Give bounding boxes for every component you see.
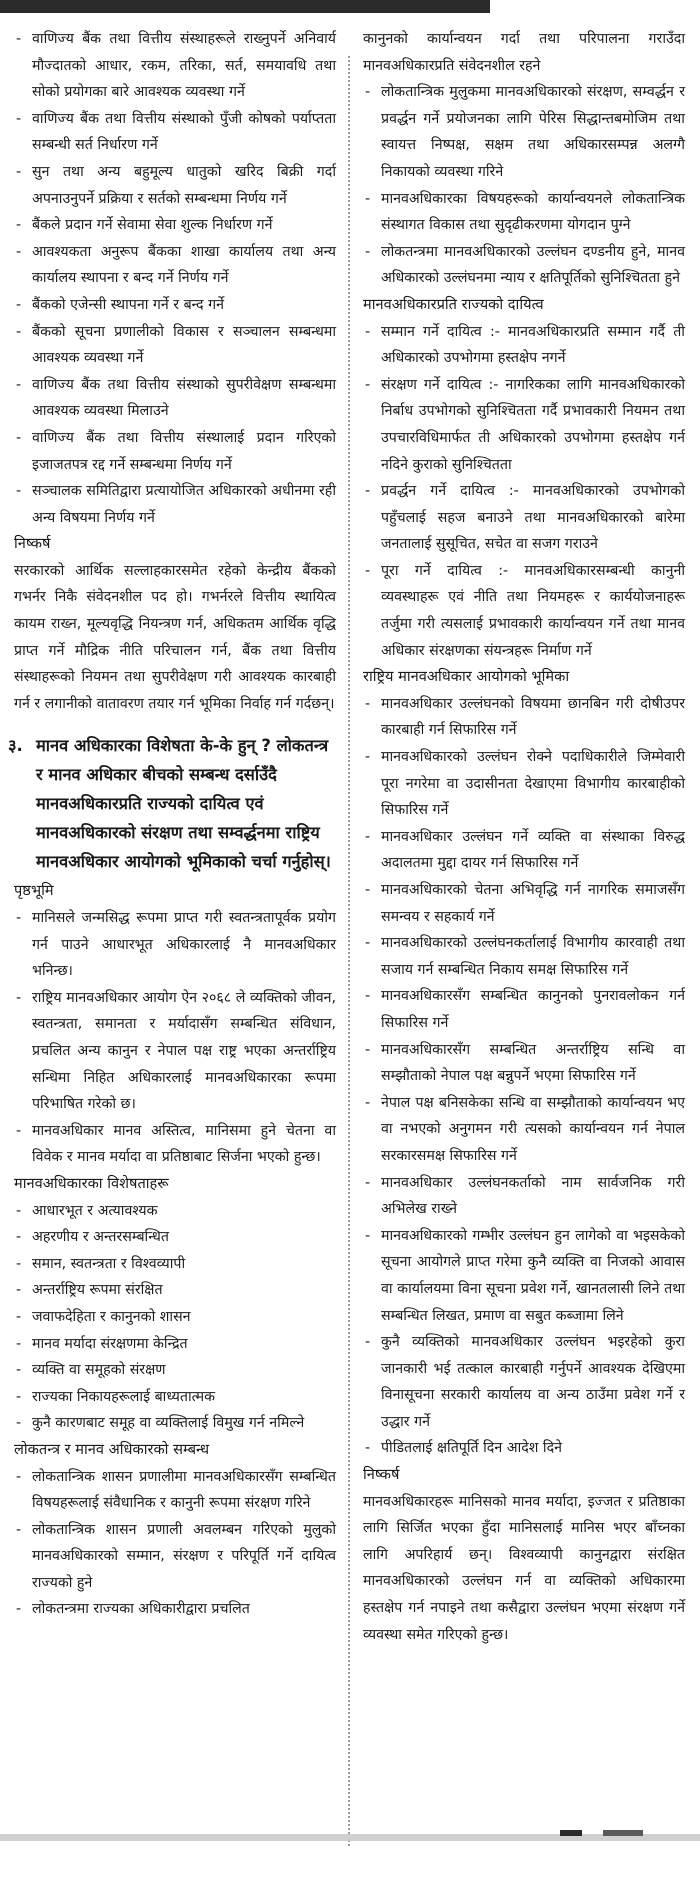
list-item: - आधारभूत र अत्यावश्यक <box>14 1198 336 1225</box>
conclusion-heading: निष्कर्ष <box>363 1466 400 1484</box>
column-divider <box>348 56 350 1846</box>
state-duty-list <box>363 319 685 665</box>
relation-list <box>14 1464 336 1624</box>
background-heading: पृष्ठभूमि <box>14 882 54 900</box>
list-item: - कुनै कारणबाट समूह वा व्यक्तिलाई विमुख गर्न नमिल्ने <box>14 1410 336 1437</box>
footer-mark <box>560 1830 582 1836</box>
list-item: - मानवअधिकारको उल्लंघन रोक्ने पदाधिकारीले जिम्मेवारी पूरा नगरेमा वा उदासीनता देखाएमा विभागीय कारबाहीको सिफारिस गर्ने <box>363 744 685 824</box>
list-item: - मानव मर्यादा संरक्षणमा केन्द्रित <box>14 1331 336 1358</box>
question-text: मानव अधिकारका विशेषता के-के हुन् ? लोकतन्त्र र मानव अधिकार बीचको सम्बन्ध दर्साउँदै मानवअधिकारप्रति राज्यको दायित्व एवं मानवअधिकारको संरक्षण तथा सम्वर्द्धनमा राष्ट्रिय मानवअधिकार आयोगको भूमिकाको चर्चा गर्नुहोस्। <box>36 736 331 872</box>
list-item: - लोकतन्त्रमा राज्यका अधिकारीद्वारा प्रचलित <box>14 1596 336 1623</box>
list-item: - बैंकको सूचना प्रणालीको विकास र सञ्चालन सम्बन्धमा आवश्यक व्यवस्था गर्ने <box>14 319 336 372</box>
bank-governor-duties-list <box>14 26 336 531</box>
list-item: - मानवअधिकारको चेतना अभिवृद्धि गर्न नागरिक समाजसँग समन्वय र सहकार्य गर्ने <box>363 877 685 930</box>
commission-role-list <box>363 691 685 1462</box>
top-border-bar <box>0 0 700 13</box>
list-item: - वाणिज्य बैंक तथा वित्तीय संस्थाको सुपरीवेक्षण सम्बन्धमा आवश्यक व्यवस्था मिलाउने <box>14 372 336 425</box>
conclusion-heading: निष्कर्ष <box>14 535 51 553</box>
question-number: ३. <box>8 736 23 756</box>
list-item: - वाणिज्य बैंक तथा वित्तीय संस्थाको पुँजी कोषको पर्याप्तता सम्बन्धी सर्त निर्धारण गर्ने <box>14 106 336 159</box>
list-item: - प्रवर्द्धन गर्ने दायित्व :- मानवअधिकारको उपभोगको पहुँचलाई सहज बनाउने तथा मानवअधिकारको बारेमा जनतालाई सुसूचित, सचेत वा सजग गराउने <box>363 478 685 558</box>
list-item: - जवाफदेहिता र कानुनको शासन <box>14 1304 336 1331</box>
list-item: - मानवअधिकारसँग सम्बन्धित कानुनको पुनरावलोकन गर्न सिफारिस गर्ने <box>363 983 685 1036</box>
list-item: - सम्मान गर्ने दायित्व :- मानवअधिकारप्रति सम्मान गर्दै ती अधिकारको उपभोगमा हस्तक्षेप नगर्ने <box>363 319 685 372</box>
question-block <box>8 731 336 876</box>
list-item: - लोकतान्त्रिक शासन प्रणाली अवलम्बन गरिएको मुलुको मानवअधिकारको सम्मान, संरक्षण र परिपूर्ति गर्ने दायित्व राज्यको हुने <box>14 1517 336 1597</box>
features-heading: मानवअधिकारका विशेषताहरू <box>14 1174 169 1192</box>
list-item: - नेपाल पक्ष बनिसकेका सन्धि वा सम्झौताको कार्यान्वयन भए वा नभएको अनुगमन गरी त्यसको कार्यान्वयन गर्न नेपाल सरकारसमक्ष सिफारिस गर्ने <box>363 1090 685 1170</box>
list-item: - कुनै व्यक्तिको मानवअधिकार उल्लंघन भइरहेको कुरा जानकारी भई तत्काल कारबाही गर्नुपर्ने आवश्यक देखिएमा विनासूचना सरकारी कार्यालय वा अन्य ठाउँमा प्रवेश गर्ने र उद्धार गर्ने <box>363 1329 685 1435</box>
list-item: - अन्तर्राष्ट्रिय रूपमा संरक्षित <box>14 1277 336 1304</box>
features-list <box>14 1198 336 1437</box>
list-item: - व्यक्ति वा समूहको संरक्षण <box>14 1357 336 1384</box>
state-duty-heading: मानवअधिकारप्रति राज्यको दायित्व <box>363 295 544 313</box>
left-column <box>8 26 336 1623</box>
list-item: - वाणिज्य बैंक तथा वित्तीय संस्थाहरूले राख्नुपर्ने अनिवार्य मौज्दातको आधार, रकम, तरिका, सर्त, समयावधि तथा सोको प्रयोगका बारे आवश्यक व्यवस्था गर्ने <box>14 26 336 106</box>
conclusion-paragraph: सरकारको आर्थिक सल्लाहकारसमेत रहेको केन्द्रीय बैंकको गभर्नर निकै संवेदनशील पद हो। गभर्नरले वित्तीय स्थायित्व कायम राख्न, मूल्यवृद्धि नियन्त्रण गर्न, अधिकतम आर्थिक वृद्धि प्राप्त गर्ने मौद्रिक नीति परिचालन गर्न, बैंक तथा वित्तीय संस्थाहरूको नियमन तथा सुपरीवेक्षण गरी आवश्यक कारबाही गर्न र लगानीको वातावरण तयार गर्न भूमिका निर्वाह गर्न गर्दछन्। <box>14 562 336 712</box>
list-item: - लोकतन्त्रमा मानवअधिकारको उल्लंघन दण्डनीय हुने, मानव अधिकारको उल्लंघनमा न्याय र क्षतिपूर्तिको सुनिश्चितता हुने <box>363 239 685 292</box>
list-item: - आवश्यकता अनुरूप बैंकका शाखा कार्यालय तथा अन्य कार्यालय स्थापना र बन्द गर्ने निर्णय गर्ने <box>14 239 336 292</box>
continuation-paragraph: कानुनको कार्यान्वयन गर्दा तथा परिपालना गराउँदा मानवअधिकारप्रति संवेदनशील रहने <box>363 31 685 74</box>
democracy-relation-list <box>363 79 685 292</box>
conclusion-paragraph: मानवअधिकारहरू मानिसको मानव मर्यादा, इज्जत र प्रतिष्ठाका लागि सिर्जित भएका हुँदा मानिसलाई मानिस भएर बाँच्नका लागि अपरिहार्य छन्। विश्वव्यापी कानुनद्वारा संरक्षित मानवअधिकारको उल्लंघन गर्न वा व्यक्तिको अधिकारमा हस्तक्षेप गर्न नपाइने तथा कसैद्वारा उल्लंघन भएमा संरक्षण गर्ने व्यवस्था समेत गरिएको हुन्छ। <box>363 1493 685 1643</box>
list-item: - मानवअधिकार मानव अस्तित्व, मानिसमा हुने चेतना वा विवेक र मानव मर्यादा वा प्रतिष्ठाबाट सिर्जना भएको हुन्छ। <box>14 1118 336 1171</box>
list-item: - सञ्चालक समितिद्वारा प्रत्यायोजित अधिकारको अधीनमा रही अन्य विषयमा निर्णय गर्ने <box>14 478 336 531</box>
list-item: - मानवअधिकारका विषयहरूको कार्यान्वयनले लोकतान्त्रिक संस्थागत विकास तथा सुदृढीकरणमा योगदान पुग्ने <box>363 186 685 239</box>
list-item: - लोकतान्त्रिक मुलुकमा मानवअधिकारको संरक्षण, सम्वर्द्धन र प्रवर्द्धन गर्ने प्रयोजनका लागि पेरिस सिद्धान्तबमोजिम तथा स्वायत्त निष्पक्ष, सक्षम तथा अधिकारसम्पन्न अलग्गै निकायको व्यवस्था गरिने <box>363 79 685 185</box>
list-item: - संरक्षण गर्ने दायित्व :- नागरिकका लागि मानवअधिकारको निर्बाध उपभोगको सुनिश्चितता गर्दै प्रभावकारी नियमन तथा उपचारविधिमार्फत ती अधिकारको उपभोगमा हस्तक्षेप गर्न नदिने कुराको सुनिश्चितता <box>363 372 685 478</box>
page-body <box>0 26 700 1830</box>
list-item: - बैंकको एजेन्सी स्थापना गर्ने र बन्द गर्ने <box>14 292 336 319</box>
list-item: - राज्यका निकायहरूलाई बाध्यतात्मक <box>14 1384 336 1411</box>
list-item: - मानवअधिकारको गम्भीर उल्लंघन हुन लागेको वा भइसकेको सूचना आयोगले प्राप्त गरेमा कुनै व्यक्ति वा निजको आवास वा कार्यालयमा विना सूचना प्रवेश गर्ने, खानतलासी लिने तथा सम्बन्धित लिखत, प्रमाण वा सबुत कब्जामा लिने <box>363 1223 685 1329</box>
list-item: - मानवअधिकार उल्लंघनको विषयमा छानबिन गरी दोषीउपर कारबाही गर्न सिफारिस गर्ने <box>363 691 685 744</box>
list-item: - मानवअधिकारको उल्लंघनकर्तालाई विभागीय कारवाही तथा सजाय गर्न सम्बन्धित निकाय समक्ष सिफारिस गर्ने <box>363 930 685 983</box>
background-list <box>14 905 336 1171</box>
list-item: - राष्ट्रिय मानवअधिकार आयोग ऐन २०६८ ले व्यक्तिको जीवन, स्वतन्त्रता, समानता र मर्यादासँग सम्बन्धित संविधान, प्रचलित अन्य कानुन र नेपाल पक्ष राष्ट्र भएका अन्तर्राष्ट्रिय सन्धिमा निहित अधिकारलाई मानवअधिकारका रूपमा परिभाषित गरेको छ। <box>14 985 336 1118</box>
bottom-border-bar <box>0 1834 700 1841</box>
list-item: - मानिसले जन्मसिद्ध रूपमा प्राप्त गरी स्वतन्त्रतापूर्वक प्रयोग गर्न पाउने आधारभूत अधिकारलाई नै मानवअधिकार भनिन्छ। <box>14 905 336 985</box>
footer-mark <box>603 1830 643 1836</box>
list-item: - पूरा गर्ने दायित्व :- मानवअधिकारसम्बन्धी कानुनी व्यवस्थाहरू एवं नीति तथा नियमहरू र कार्ययोजनाहरू तर्जुमा गरी त्यसलाई प्रभावकारी कार्यान्वयन गर्ने तथा मानव अधिकार संरक्षणका संयन्त्रहरू निर्माण गर्ने <box>363 558 685 664</box>
top-border-notch <box>490 0 700 13</box>
relation-heading: लोकतन्त्र र मानव अधिकारको सम्बन्ध <box>14 1440 210 1458</box>
right-column <box>363 26 685 1648</box>
list-item: - अहरणीय र अन्तरसम्बन्धित <box>14 1224 336 1251</box>
list-item: - पीडितलाई क्षतिपूर्ति दिन आदेश दिने <box>363 1435 685 1462</box>
list-item: - मानवअधिकार उल्लंघन गर्ने व्यक्ति वा संस्थाका विरुद्ध अदालतमा मुद्दा दायर गर्न सिफारिस गर्ने <box>363 824 685 877</box>
list-item: - वाणिज्य बैंक तथा वित्तीय संस्थालाई प्रदान गरिएको इजाजतपत्र रद्द गर्ने सम्बन्धमा निर्णय गर्ने <box>14 425 336 478</box>
commission-role-heading: राष्ट्रिय मानवअधिकार आयोगको भूमिका <box>363 668 570 686</box>
list-item: - बैंकले प्रदान गर्ने सेवामा सेवा शुल्क निर्धारण गर्ने <box>14 212 336 239</box>
list-item: - मानवअधिकारसँग सम्बन्धित अन्तर्राष्ट्रिय सन्धि वा सम्झौताको नेपाल पक्ष बन्नुपर्ने भएमा सिफारिस गर्ने <box>363 1037 685 1090</box>
list-item: - समान, स्वतन्त्रता र विश्वव्यापी <box>14 1251 336 1278</box>
list-item: - मानवअधिकार उल्लंघनकर्ताको नाम सार्वजनिक गरी अभिलेख राख्ने <box>363 1170 685 1223</box>
list-item: - लोकतान्त्रिक शासन प्रणालीमा मानवअधिकारसँग सम्बन्धित विषयहरूलाई संवैधानिक र कानुनी रूपमा संरक्षण गरिने <box>14 1464 336 1517</box>
list-item: - सुन तथा अन्य बहुमूल्य धातुको खरिद बिक्री गर्दा अपनाउनुपर्ने प्रक्रिया र सर्तको सम्बन्धमा निर्णय गर्ने <box>14 159 336 212</box>
